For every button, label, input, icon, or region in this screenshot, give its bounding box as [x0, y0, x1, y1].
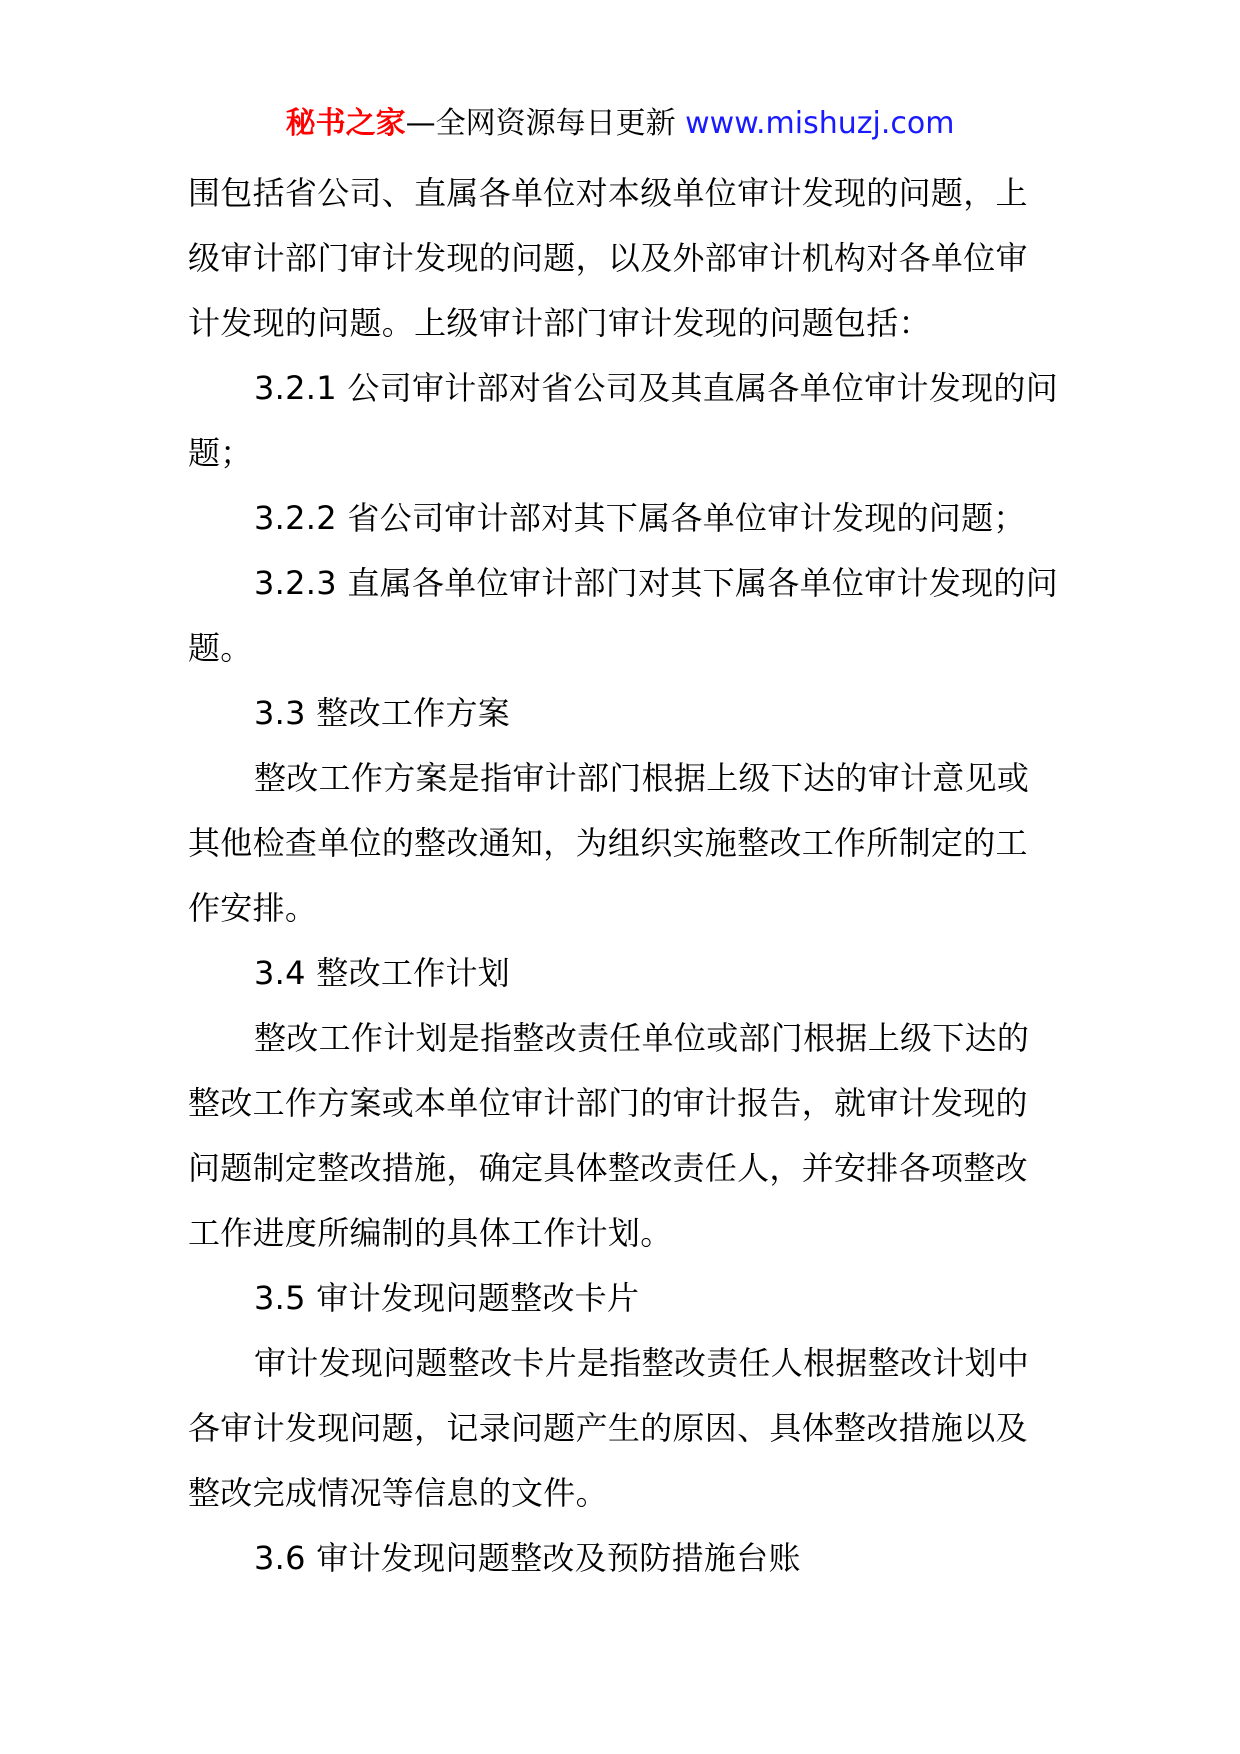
paragraph-3-3: 整改工作方案是指审计部门根据上级下达的审计意见或其他检查单位的整改通知，为组织实施整改工作所制定的工作安排。 — [188, 759, 1030, 927]
document-body — [188, 161, 1058, 1591]
paragraph-scope: 围包括省公司、直属各单位对本级单位审计发现的问题，上级审计部门审计发现的问题，以及外部审计机构对各单位审计发现的问题。上级审计部门审计发现的问题包括： — [188, 174, 1028, 342]
heading-3-5: 3.5 审计发现问题整改卡片 — [254, 1279, 640, 1317]
heading-3-6: 3.6 审计发现问题整改及预防措施台账 — [254, 1539, 801, 1577]
item-3-2-3: 3.2.3 直属各单位审计部门对其下属各单位审计发现的问题。 — [188, 564, 1058, 667]
brand-name: 秘书之家 — [285, 106, 406, 141]
paragraph-3-5: 审计发现问题整改卡片是指整改责任人根据整改计划中各审计发现问题，记录问题产生的原因、具体整改措施以及整改完成情况等信息的文件。 — [188, 1344, 1030, 1512]
item-3-2-1: 3.2.1 公司审计部对省公司及其直属各单位审计发现的问题； — [188, 369, 1058, 472]
paragraph-3-4: 整改工作计划是指整改责任单位或部门根据上级下达的整改工作方案或本单位审计部门的审计报告，就审计发现的问题制定整改措施，确定具体整改责任人，并安排各项整改工作进度所编制的具体工作计划。 — [188, 1019, 1030, 1252]
header-tagline: —全网资源每日更新 — [405, 106, 686, 141]
heading-3-4: 3.4 整改工作计划 — [254, 954, 511, 992]
page-header — [0, 100, 1240, 148]
item-3-2-2: 3.2.2 省公司审计部对其下属各单位审计发现的问题； — [254, 499, 1026, 537]
heading-3-3: 3.3 整改工作方案 — [254, 694, 511, 732]
website-link[interactable]: www.mishuzj.com — [685, 106, 955, 141]
